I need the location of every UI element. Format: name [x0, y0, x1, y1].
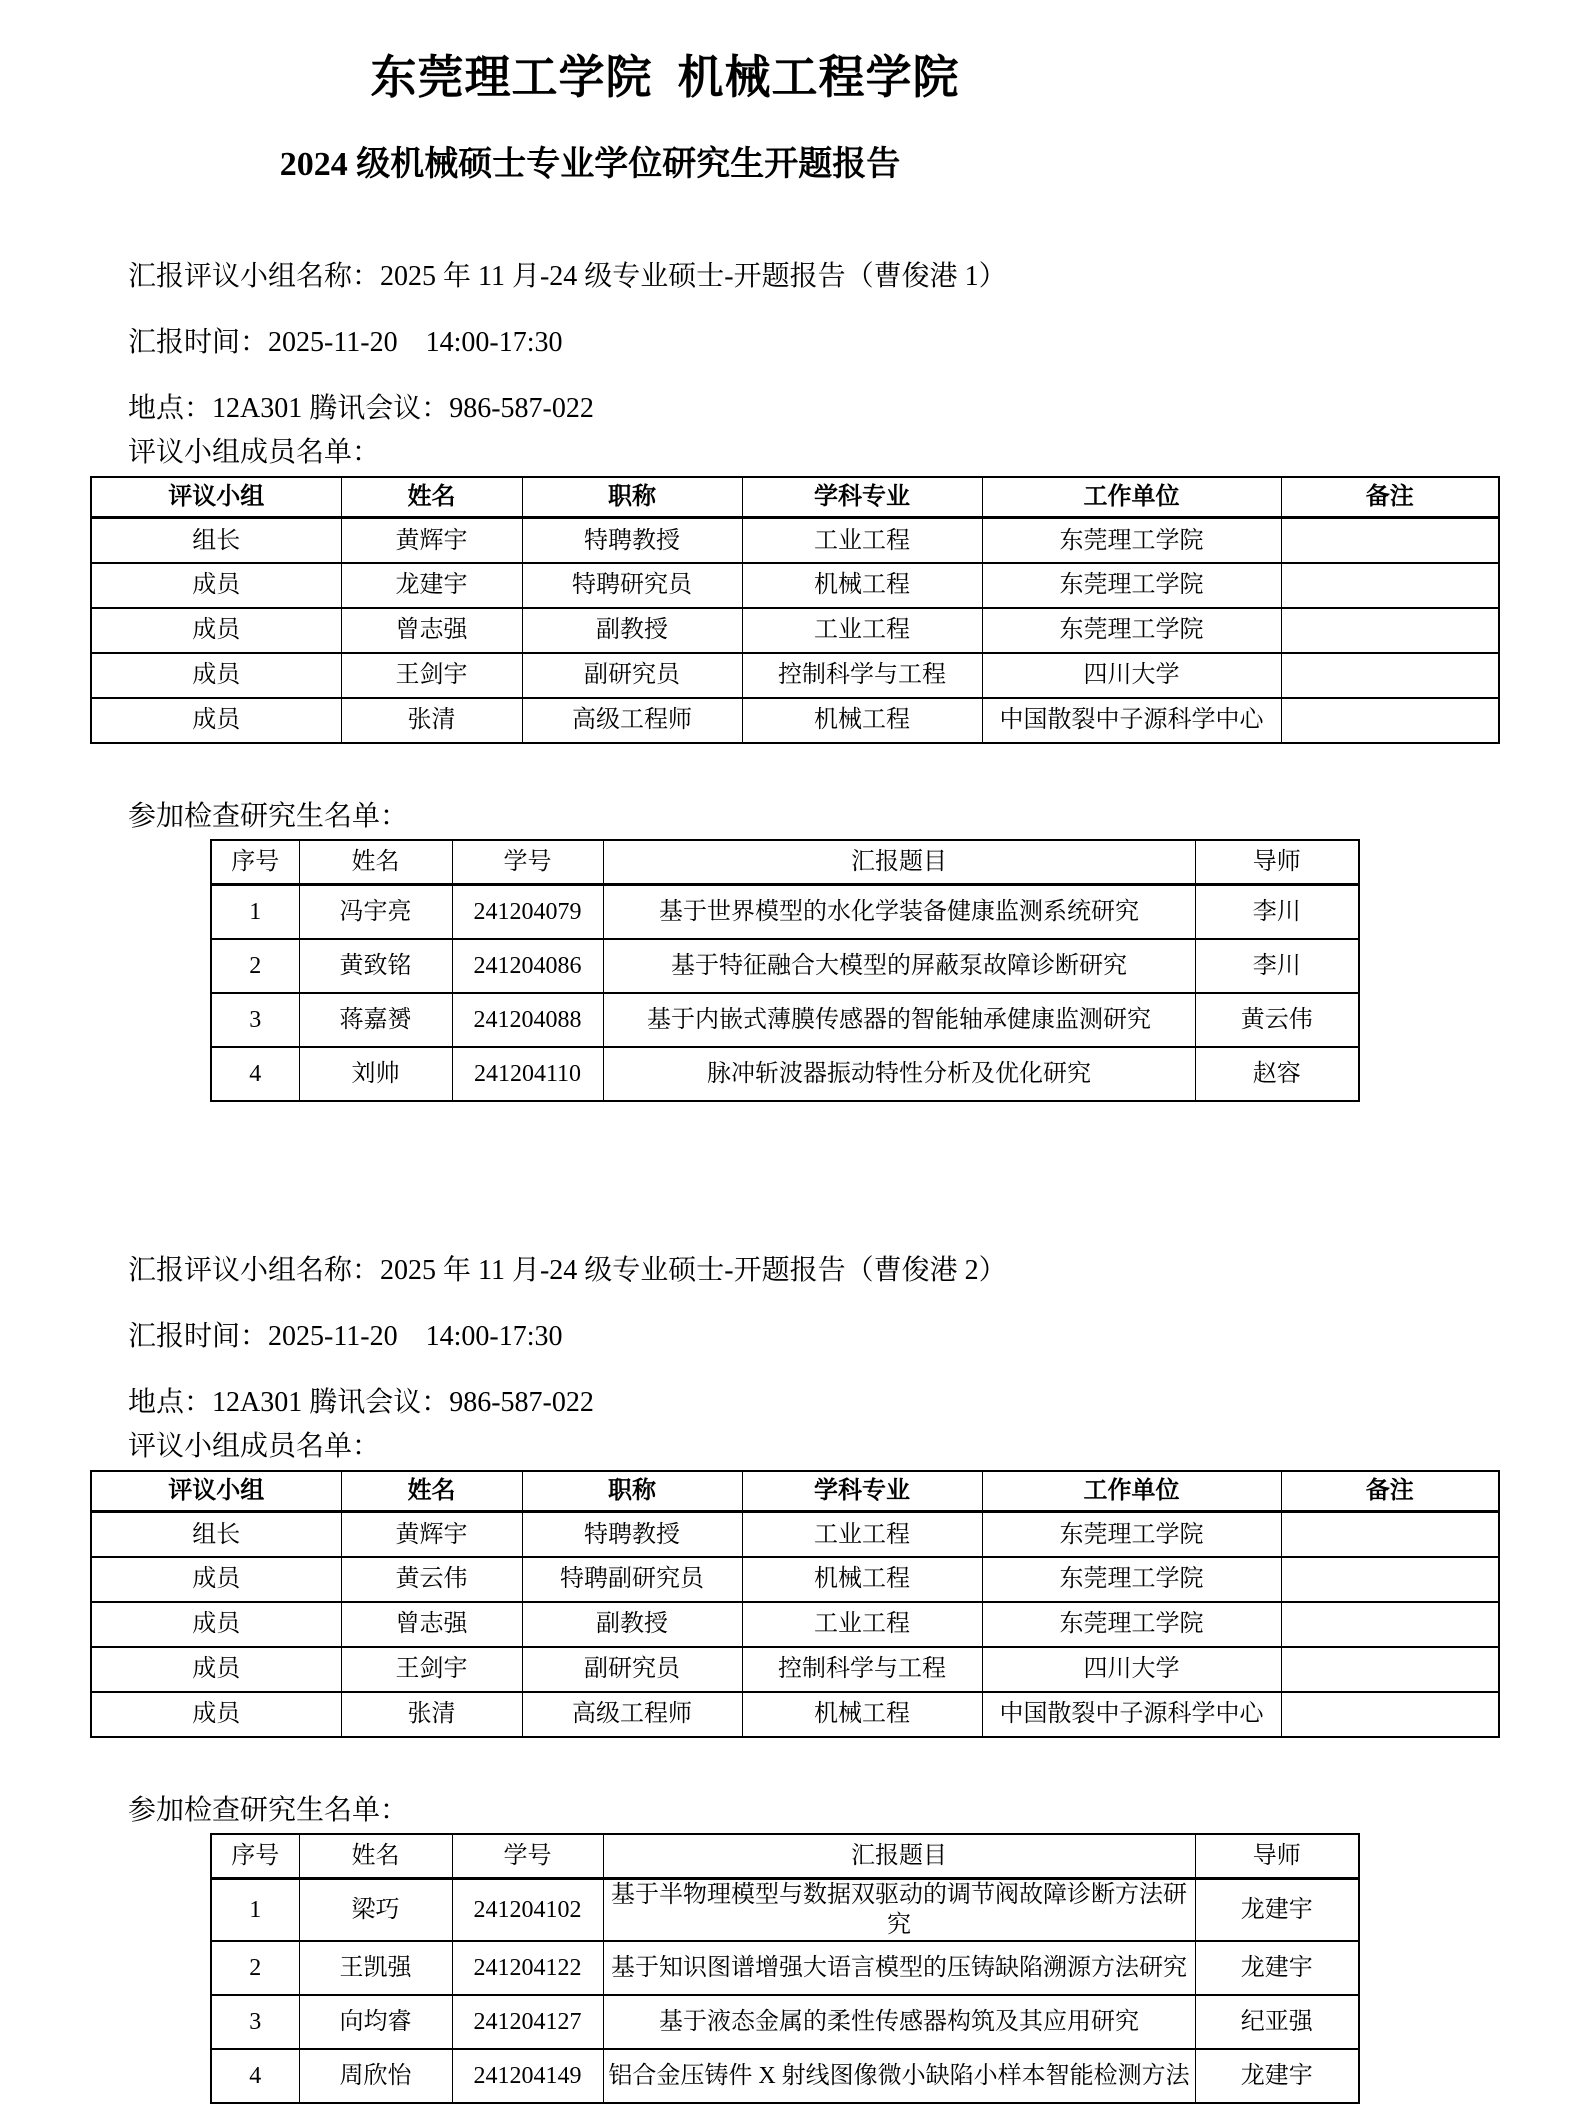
column-header-remark: 备注	[1281, 477, 1499, 518]
table-cell: 曾志强	[341, 1602, 522, 1647]
table-cell: 黄云伟	[341, 1557, 522, 1602]
table-cell: 周欣怡	[299, 2049, 452, 2103]
table-row	[211, 993, 1359, 1047]
table-cell: 东莞理工学院	[982, 518, 1281, 563]
table-cell: 东莞理工学院	[982, 563, 1281, 608]
table-cell: 高级工程师	[522, 1692, 742, 1737]
column-header-name: 姓名	[341, 477, 522, 518]
table-cell: 蒋嘉赟	[299, 993, 452, 1047]
table-cell: 东莞理工学院	[982, 1557, 1281, 1602]
table-cell: 工业工程	[742, 1602, 982, 1647]
table-cell: 冯宇亮	[299, 885, 452, 939]
column-header-remark: 备注	[1281, 1471, 1499, 1512]
table-cell: 黄辉宇	[341, 518, 522, 563]
session-section-2	[0, 1254, 1586, 2105]
column-header-name: 姓名	[299, 1834, 452, 1879]
table-cell	[1281, 653, 1499, 698]
students-table	[210, 1833, 1360, 2105]
table-row	[91, 563, 1499, 608]
table-cell: 机械工程	[742, 1692, 982, 1737]
table-cell: 1	[211, 885, 299, 939]
table-row	[91, 698, 1499, 743]
session-section-1	[0, 260, 1586, 1102]
table-cell: 龙建宇	[1195, 1879, 1359, 1942]
table-cell	[1281, 1647, 1499, 1692]
table-cell: 铝合金压铸件 X 射线图像微小缺陷小样本智能检测方法	[603, 2049, 1195, 2103]
table-cell: 张清	[341, 1692, 522, 1737]
table-header-row	[91, 1471, 1499, 1512]
table-cell: 副研究员	[522, 653, 742, 698]
table-cell: 成员	[91, 563, 341, 608]
table-cell: 4	[211, 2049, 299, 2103]
table-cell	[1281, 698, 1499, 743]
table-cell: 四川大学	[982, 653, 1281, 698]
table-cell: 龙建宇	[341, 563, 522, 608]
column-header-name: 姓名	[299, 840, 452, 885]
table-cell: 基于液态金属的柔性传感器构筑及其应用研究	[603, 1995, 1195, 2049]
table-cell: 王剑宇	[341, 653, 522, 698]
table-cell: 工业工程	[742, 1512, 982, 1557]
table-cell: 成员	[91, 1692, 341, 1737]
table-cell: 基于内嵌式薄膜传感器的智能轴承健康监测研究	[603, 993, 1195, 1047]
table-cell: 241204127	[452, 1995, 603, 2049]
table-cell: 特聘研究员	[522, 563, 742, 608]
column-header-student-id: 学号	[452, 840, 603, 885]
table-cell: 基于世界模型的水化学装备健康监测系统研究	[603, 885, 1195, 939]
table-header-row	[211, 840, 1359, 885]
table-cell: 副研究员	[522, 1647, 742, 1692]
table-cell: 龙建宇	[1195, 1941, 1359, 1995]
table-cell	[1281, 518, 1499, 563]
location-line: 地点：12A301 腾讯会议：986-587-022	[128, 392, 594, 424]
column-header-report-topic: 汇报题目	[603, 840, 1195, 885]
column-header-discipline: 学科专业	[742, 477, 982, 518]
column-header-group-role: 评议小组	[91, 1471, 341, 1512]
table-cell: 东莞理工学院	[982, 1512, 1281, 1557]
title-block	[0, 0, 1330, 105]
table-cell: 特聘教授	[522, 1512, 742, 1557]
report-time-line: 汇报时间：2025-11-20 14:00-17:30	[128, 326, 563, 358]
table-cell: 241204110	[452, 1047, 603, 1101]
table-cell: 4	[211, 1047, 299, 1101]
table-cell: 工业工程	[742, 608, 982, 653]
table-cell: 1	[211, 1879, 299, 1942]
table-row	[211, 885, 1359, 939]
table-cell: 机械工程	[742, 1557, 982, 1602]
table-cell: 241204088	[452, 993, 603, 1047]
table-cell: 基于半物理模型与数据双驱动的调节阀故障诊断方法研究	[603, 1879, 1195, 1942]
table-cell: 控制科学与工程	[742, 1647, 982, 1692]
table-row	[211, 1047, 1359, 1101]
table-row	[211, 1995, 1359, 2049]
group-name-line: 汇报评议小组名称：2025 年 11 月-24 级专业硕士-开题报告（曹俊港 2）	[128, 1254, 1007, 1286]
table-cell: 东莞理工学院	[982, 1602, 1281, 1647]
table-cell: 2	[211, 1941, 299, 1995]
table-cell: 特聘副研究员	[522, 1557, 742, 1602]
table-cell: 纪亚强	[1195, 1995, 1359, 2049]
table-row	[91, 608, 1499, 653]
column-header-index: 序号	[211, 840, 299, 885]
table-cell: 中国散裂中子源科学中心	[982, 698, 1281, 743]
table-cell: 黄致铭	[299, 939, 452, 993]
table-cell: 高级工程师	[522, 698, 742, 743]
table-cell: 副教授	[522, 608, 742, 653]
table-header-row	[211, 1834, 1359, 1879]
page-title: 东莞理工学院 机械工程学院	[370, 52, 960, 103]
table-cell: 王凯强	[299, 1941, 452, 1995]
table-cell: 成员	[91, 1602, 341, 1647]
table-cell: 241204122	[452, 1941, 603, 1995]
table-cell: 组长	[91, 518, 341, 563]
report-time-line: 汇报时间：2025-11-20 14:00-17:30	[128, 1320, 563, 1352]
table-row	[91, 518, 1499, 563]
table-cell: 基于知识图谱增强大语言模型的压铸缺陷溯源方法研究	[603, 1941, 1195, 1995]
students-list-label: 参加检查研究生名单：	[128, 800, 409, 832]
page-subtitle: 2024 级机械硕士专业学位研究生开题报告	[279, 146, 901, 184]
table-cell: 工业工程	[742, 518, 982, 563]
table-row	[211, 1879, 1359, 1942]
table-cell: 基于特征融合大模型的屏蔽泵故障诊断研究	[603, 939, 1195, 993]
table-cell	[1281, 1557, 1499, 1602]
committee-members-table	[90, 1470, 1500, 1738]
table-row	[91, 1647, 1499, 1692]
column-header-workunit: 工作单位	[982, 1471, 1281, 1512]
column-header-discipline: 学科专业	[742, 1471, 982, 1512]
column-header-index: 序号	[211, 1834, 299, 1879]
table-cell: 特聘教授	[522, 518, 742, 563]
table-cell	[1281, 1512, 1499, 1557]
table-cell: 龙建宇	[1195, 2049, 1359, 2103]
table-cell: 机械工程	[742, 698, 982, 743]
table-cell: 241204149	[452, 2049, 603, 2103]
table-cell: 王剑宇	[341, 1647, 522, 1692]
students-table	[210, 839, 1360, 1102]
table-cell: 向均睿	[299, 1995, 452, 2049]
table-row	[91, 1557, 1499, 1602]
table-cell: 黄辉宇	[341, 1512, 522, 1557]
table-cell: 中国散裂中子源科学中心	[982, 1692, 1281, 1737]
table-cell: 机械工程	[742, 563, 982, 608]
table-row	[91, 1602, 1499, 1647]
column-header-report-topic: 汇报题目	[603, 1834, 1195, 1879]
table-cell: 成员	[91, 698, 341, 743]
committee-members-table	[90, 476, 1500, 744]
table-cell	[1281, 1602, 1499, 1647]
table-row	[91, 653, 1499, 698]
table-cell: 组长	[91, 1512, 341, 1557]
table-cell: 2	[211, 939, 299, 993]
column-header-name: 姓名	[341, 1471, 522, 1512]
table-cell: 3	[211, 1995, 299, 2049]
table-header-row	[91, 477, 1499, 518]
table-cell: 李川	[1195, 939, 1359, 993]
table-cell: 241204079	[452, 885, 603, 939]
column-header-supervisor: 导师	[1195, 840, 1359, 885]
column-header-title: 职称	[522, 477, 742, 518]
table-cell: 东莞理工学院	[982, 608, 1281, 653]
table-cell: 成员	[91, 1647, 341, 1692]
table-cell: 成员	[91, 1557, 341, 1602]
table-cell	[1281, 608, 1499, 653]
members-list-label: 评议小组成员名单：	[128, 1430, 381, 1462]
table-cell: 3	[211, 993, 299, 1047]
table-cell: 曾志强	[341, 608, 522, 653]
table-cell: 成员	[91, 608, 341, 653]
column-header-supervisor: 导师	[1195, 1834, 1359, 1879]
table-cell: 241204102	[452, 1879, 603, 1942]
table-cell: 副教授	[522, 1602, 742, 1647]
table-cell: 四川大学	[982, 1647, 1281, 1692]
table-cell: 梁巧	[299, 1879, 452, 1942]
column-header-student-id: 学号	[452, 1834, 603, 1879]
table-row	[211, 2049, 1359, 2103]
table-cell: 李川	[1195, 885, 1359, 939]
table-row	[91, 1512, 1499, 1557]
table-cell: 成员	[91, 653, 341, 698]
table-row	[211, 939, 1359, 993]
table-cell: 张清	[341, 698, 522, 743]
column-header-title: 职称	[522, 1471, 742, 1512]
table-row	[91, 1692, 1499, 1737]
table-cell: 刘帅	[299, 1047, 452, 1101]
table-row	[211, 1941, 1359, 1995]
column-header-workunit: 工作单位	[982, 477, 1281, 518]
column-header-group-role: 评议小组	[91, 477, 341, 518]
table-cell: 脉冲斩波器振动特性分析及优化研究	[603, 1047, 1195, 1101]
location-line: 地点：12A301 腾讯会议：986-587-022	[128, 1386, 594, 1418]
subtitle-block	[0, 145, 1180, 186]
members-list-label: 评议小组成员名单：	[128, 436, 381, 468]
table-cell	[1281, 563, 1499, 608]
table-cell: 黄云伟	[1195, 993, 1359, 1047]
table-cell: 控制科学与工程	[742, 653, 982, 698]
table-cell: 赵容	[1195, 1047, 1359, 1101]
table-cell: 241204086	[452, 939, 603, 993]
table-cell	[1281, 1692, 1499, 1737]
group-name-line: 汇报评议小组名称：2025 年 11 月-24 级专业硕士-开题报告（曹俊港 1）	[128, 260, 1007, 292]
students-list-label: 参加检查研究生名单：	[128, 1794, 409, 1826]
